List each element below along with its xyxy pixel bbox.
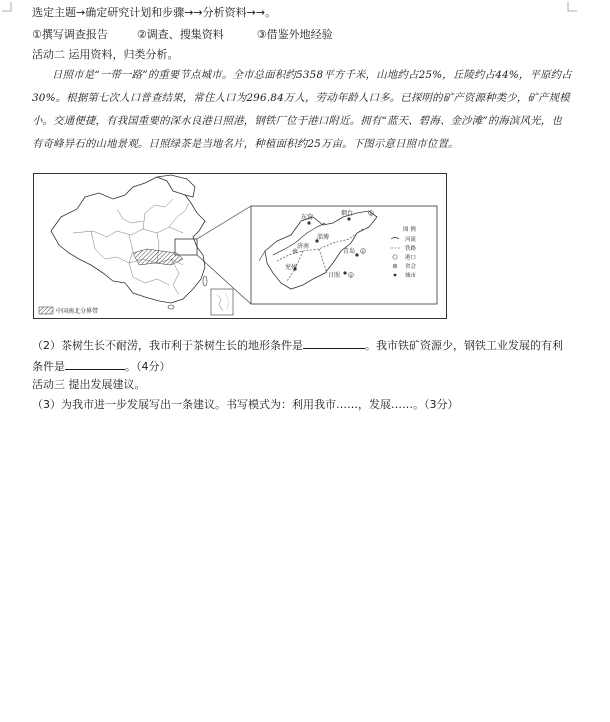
city-rizhao: 日照 (328, 272, 341, 279)
research-steps-line: 选定主题→确定研究计划和步骤→→分析资料→→。 (32, 6, 277, 19)
legend-railway: 铁路 (405, 246, 417, 252)
corner-mark-top-right (567, 2, 577, 12)
option-1: ①撰写调查报告 (32, 28, 108, 41)
question-2-part-2: 。我市铁矿资源少，钢铁工业发展的有利 (365, 339, 563, 352)
option-3: ③借鉴外地经验 (256, 28, 333, 41)
legend-title: 图 例 (403, 227, 416, 233)
intro-paragraph-text: 日照市是“一带一路”的重要节点城市。全市总面积约5358平方千米，山地约占25%，丘陵约占44%，平原约占30%。根据第七次人口普查结果，常住人口为296.84万人，劳动年龄人口多。已探明的矿产资源种类少，矿产规模小。交通便捷，有我国重要的深水良港日照港，钢铁厂位于港口附近。拥有“蓝天、碧海、金沙滩”的海滨风光，也有奇峰异石的山地景观。日照绿茶是当地名片，种植面积约25万亩。下图示意日照市位置。 (32, 69, 572, 150)
rizhao-location-map (33, 173, 447, 319)
answer-blank-terrain[interactable] (303, 338, 365, 349)
question-2-line-2-prefix: 条件是 (32, 360, 65, 373)
options-line (32, 28, 333, 42)
divide-legend-swatch (39, 307, 53, 314)
city-yanzhou: 兖州 (285, 264, 298, 271)
answer-blank-steel[interactable] (65, 359, 125, 370)
question-2-line-2 (32, 359, 171, 374)
legend-port: 港口 (405, 255, 417, 261)
city-jinan: 济南 (297, 243, 310, 250)
legend-capital: 省会 (405, 264, 417, 270)
intro-paragraph (32, 64, 572, 156)
city-dongying: 东营 (301, 214, 314, 221)
south-china-sea-inset (211, 289, 233, 315)
question-3-text: （3）为我市进一步发展写出一条建议。书写模式为：利用我市……，发展……。（3分） (32, 398, 459, 411)
city-yantai: 烟台 (341, 210, 354, 217)
question-2-line-2-suffix: 。（4分） (125, 360, 171, 373)
legend-city: 城市 (405, 273, 417, 279)
activity-2-heading: 活动二 运用资料，归类分析。 (32, 48, 179, 61)
corner-mark-top-left (2, 2, 12, 12)
city-zibo: 淄博 (317, 234, 330, 241)
divide-legend-label: 中国南北分界带 (56, 308, 99, 315)
legend-river: 河流 (405, 237, 417, 243)
question-2-part-1: （2）茶树生长不耐涝，我市利于茶树生长的地形条件是 (32, 339, 303, 352)
option-2: ②调查、搜集资料 (136, 28, 224, 41)
question-2-line-1 (32, 338, 563, 353)
city-qingdao: 青岛 (343, 248, 356, 255)
activity-3-heading: 活动三 提出发展建议。 (32, 378, 146, 391)
